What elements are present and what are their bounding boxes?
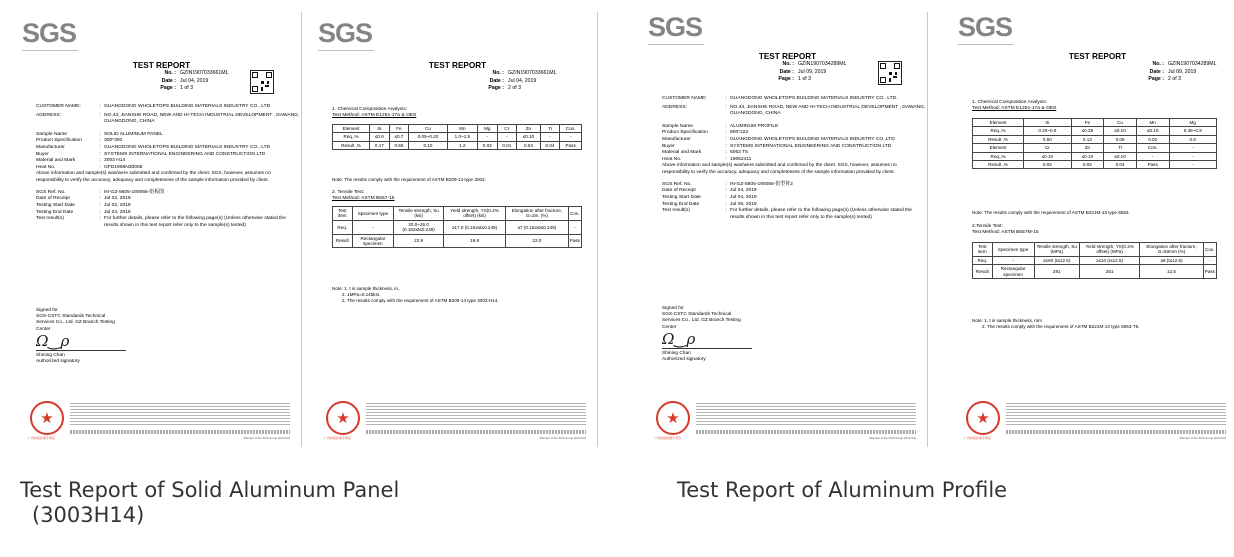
table-row: Req.,% ≤0.10 ≤0.10 ≤0.10 - - — [973, 152, 1217, 160]
report-footer: ★ 广州检验检测专用章 Member of the SGS Group (SGS SA) — [652, 401, 922, 441]
table-row: Result ,% 0.17 0.55 0.10 1.2 0.03 0.01 0.04 0.04 Pass — [333, 141, 582, 149]
report-meta: No. : GZIN1907033661ML Date : Jul 04, 2019 Page : 1 of 3 — [160, 70, 229, 92]
official-stamp-icon — [30, 401, 64, 435]
report-title: TEST REPORT — [1068, 52, 1127, 61]
tensile-section: 2.Tensile Test: Test Method: ASTM B557M-15 — [972, 224, 1039, 236]
table-row: Req. - ≥160 (t≤12.5) ≥110 (t≤12.5) ≥8 (t≤12.5) - — [973, 256, 1217, 264]
fine-print — [366, 403, 586, 427]
table-row: Element Si Fe Cu Mn Mg — [973, 119, 1217, 127]
table-row: Result ,% 0.50 0.13 0.06 0.02 0.6 — [973, 135, 1217, 143]
divider — [318, 50, 374, 51]
chemical-section: 1. Chemical Composition Analysis: Test Method: ASTM E1251-17a & OES — [972, 100, 1057, 112]
report-page-2 — [318, 12, 598, 447]
disclaimer: Above information and sample(s) was/were submitted and confirmed by the client. SGS, however, assumes no responsibility to verify the accuracy, adequacy and completeness of the sample information provided by client. — [662, 163, 897, 175]
report-page-3 — [648, 12, 928, 447]
official-stamp-icon — [656, 401, 690, 435]
signature-mark: Ω‿ρ — [662, 329, 696, 348]
table-row: Test item Specimen type Tensile strength, Su (MPa) Yield strength, YS(0.2% offset) (MPa) Elongation after fracture, G=50mm (%) Con. — [973, 243, 1217, 257]
table-row: Result Rectangular specimen 281 251 12.5 Pass — [973, 265, 1217, 279]
table-row: Test item Specimen type Tensile strength, Su (ksi) Yield strength, YS(0.2% offset) (ksi) Elongation after fracture, G=2in. (%) Con. — [333, 207, 582, 221]
signature-mark: Ω‿ρ — [36, 331, 70, 350]
table-row: Element Si Fe Cu Mn Mg Cr Zn Ti Con. — [333, 125, 582, 133]
report-footer: ★ 广州检验检测专用章 Member of the SGS Group (SGS SA) — [962, 401, 1232, 441]
sgs-logo: SGS — [958, 12, 1013, 42]
report-page-1 — [22, 12, 302, 447]
caption-right: Test Report of Aluminum Profile — [677, 478, 1008, 502]
report-title: TEST REPORT — [758, 52, 817, 61]
report-page-4 — [958, 12, 1234, 447]
divider — [22, 50, 78, 51]
signature-block: Signed for SGS-CSTC Standards Technical Services Co., Ltd. GZ Branch Testing Center Ω‿ρ Shining Chan Authorized signatory — [36, 308, 126, 365]
sgs-logo: SGS — [22, 18, 77, 48]
table-row: Req. - 20.0~26.0 (0.162≤t≤0.249) ≥17.0 (0.162≤t≤0.249) ≥7 (0.162≤t≤0.249) - — [333, 220, 582, 234]
tensile-table — [332, 206, 582, 248]
chemical-note: Note: The results comply with the requirement of ASTM B209-14 type 3003. — [332, 177, 486, 182]
sgs-logo: SGS — [318, 18, 373, 48]
official-stamp-icon — [966, 401, 1000, 435]
tensile-notes: Note: 1. t is sample thickness, mm 2. The results comply with the requirement of ASTM B221M-13 type 6063-T5. — [972, 318, 1140, 330]
report-meta: No. : GZIN1907033661ML Date : Jul 04, 2019 Page : 2 of 3 — [488, 70, 557, 92]
table-row: Req.,% ≤0.6 ≤0.7 0.05~0.20 1.0~1.5 - - ≤0.10 - - — [333, 133, 582, 141]
report-meta: No. : GZIN1907034289ML Date : Jul 09, 2019 Page : 2 of 3 — [1148, 61, 1217, 83]
qr-code — [250, 70, 274, 94]
customer-info: CUSTOMER NAME: : GUANGDONG WHOLETOPS BUILDING MATERIALS INDUSTRY CO., LTD. ADDRESS: : NO.43, JIANSHE ROAD, NEW AND HI-TECH INDUSTRIAL DEVELOPMENT , DAWANG, GUANGDONG, CHINA Sample Name : ALUMINUM PROFILE Product Specification : 800*222 Manufacturer : GUANGDONG WHOLETOPS BUILDING MATERIALS INDUSTRY CO.,LTD Buyer : SYSTEMS INTERNATIONAL ENGINEERING AND CONSTRUCTION LTD Material and Mark : 6063 T5 Heat No. : 19062411 Above information and sample(s) was/were submitted and confirmed by the client. SGS, however, assumes no responsibility to verify the accuracy, adequacy and completeness of the sample information provided by client. SGS Ref. No. : IN-GZ-5605-190056-铝型材2 Date of Receipt : Jul 04, 2019 Testing Start Date : Jul 04, 2019 Testing End Date : Jul 09, 2019 Test result(s) : For further details, please refer to the following page(s) (Unless otherwise stated the results shown in this test report refer only to the sample(s) tested) — [662, 96, 926, 220]
divider — [648, 44, 704, 45]
table-row: Result Rectangular specimen 22.9 19.9 22.0 Pass — [333, 234, 582, 248]
signature-block: Signed for SGS-CSTC Standards Technical Services Co., Ltd. GZ Branch Testing Center Ω‿ρ Shining Chan Authorized signatory — [662, 306, 752, 363]
report-footer: ★ 广州检验检测专用章 Member of the SGS Group (SGS SA) — [26, 401, 296, 441]
report-title: TEST REPORT — [132, 61, 191, 70]
report-title: TEST REPORT — [428, 61, 487, 70]
official-stamp-icon — [326, 401, 360, 435]
chemical-table — [332, 124, 582, 150]
chemical-table — [972, 118, 1217, 169]
divider — [958, 44, 1014, 45]
fine-print — [1006, 403, 1226, 427]
tensile-section: 2. Tensile Test: Test Method: ASTM B557-15 — [332, 190, 395, 202]
table-row: Element Cr Zn Ti Con. - — [973, 144, 1217, 152]
chemical-section: 1. Chemical Composition Analysis: Test Method: ASTM E1251-17a & OES — [332, 107, 417, 119]
caption-left: Test Report of Solid Aluminum Panel (3003H14) — [20, 478, 400, 527]
report-footer: ★ 广州检验检测专用章 Member of the SGS Group (SGS SA) — [322, 401, 592, 441]
customer-info: CUSTOMER NAME: : GUANGDONG WHOLETOPS BUILDING MATERIALS INDUSTRY CO., LTD ADDRESS: : NO.43, JIANSHE ROAD, NEW AND HI-TECH INDUSTRIAL DEVELOPMENT , DAWANG, GUANGDONG, CHINA Sample Name : SOLID ALUMINUM PANEL Product Specification : 300*300 Manufacturer : GUANGDONG WHOLETOPS BUILDING MATERIALS INDUSTRY CO., LTD Buyer : SYSTEMS INTERNATIONAL ENGINEERING AND CONSTRUCTION LTD Material and Mark : 3003 H14 Heat No. : GFD1906N30008 Above information and sample(s) was/were submitted and confirmed by the client. SGS, however, assumes no responsibility to verify the accuracy, adequacy and completeness of the sample information provided by client. SGS Ref. No. : IN-GZ-5605-190056-铝板图 Date of Receipt : Jul 02, 2019 Testing Start Date : Jul 02, 2019 Testing End Date : Jul 04, 2019 Test result(s) : For further details, please refer to the following page(s) (Unless otherwise stated the results shown in this test report refer only to the sample(s) tested) — [36, 104, 300, 228]
tensile-notes: Note: 1. t is sample thickness, in.. 2. 1MPa=0.145ksi. 2. The results comply with the requirement of ASTM B209-14 type 3003-H14. — [332, 286, 499, 304]
disclaimer: Above information and sample(s) was/were submitted and confirmed by the client. SGS, however, assumes no responsibility to verify the accuracy, adequacy and completeness of the sample information provided by client. — [36, 171, 271, 183]
tensile-table — [972, 242, 1217, 279]
qr-code — [878, 61, 902, 85]
table-row: Result ,% 0.02 0.02 0.04 Pass - — [973, 161, 1217, 169]
chemical-note: Note: The results comply with the requirement of ASTM B221M-13 type 6063. — [972, 210, 1130, 215]
sgs-logo: SGS — [648, 12, 703, 42]
table-row: Req.,% 0.20~0.6 ≤0.35 ≤0.10 ≤0.10 0.45~0.9 — [973, 127, 1217, 135]
fine-print — [70, 403, 290, 427]
report-meta: No. : GZIN1907034289ML Date : Jul 09, 2019 Page : 1 of 3 — [778, 61, 847, 83]
fine-print — [696, 403, 916, 427]
